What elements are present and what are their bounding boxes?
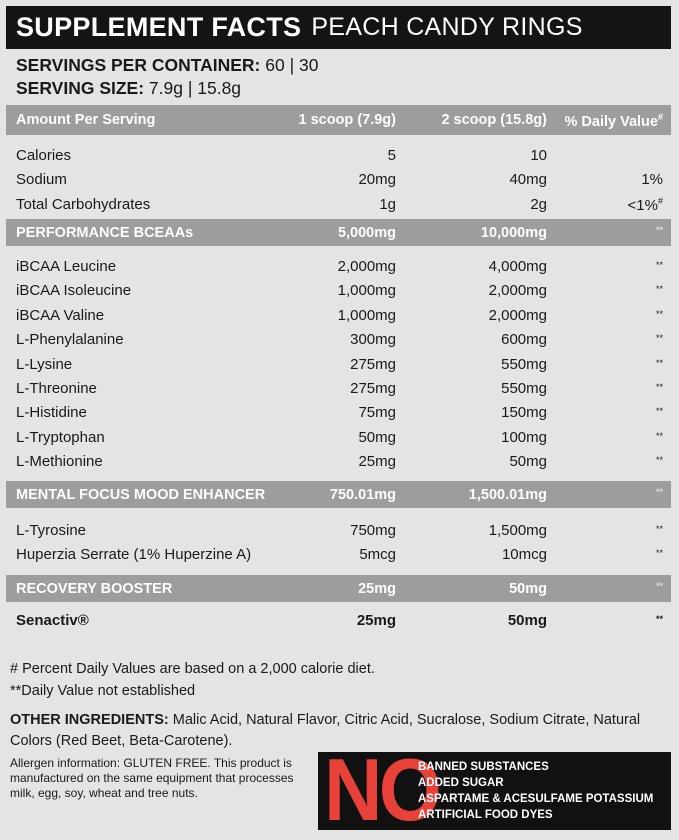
- allergen-info: Allergen information: GLUTEN FREE. This product is manufactured on the same equipment that processes milk, egg, soy, wheat and tree nuts.: [10, 756, 294, 800]
- header-two-scoop: 2 scoop (15.8g): [441, 112, 547, 128]
- no-badge-list: [418, 759, 653, 823]
- table-row: [6, 193, 671, 217]
- daily-value: [628, 196, 663, 214]
- two-scoop-amount: 10: [530, 147, 547, 164]
- two-scoop-amount: 2,000mg: [488, 282, 547, 299]
- title-flavor: PEACH CANDY RINGS: [311, 13, 583, 41]
- nutrient-name: L-Histidine: [16, 404, 87, 421]
- daily-value-text: **: [655, 614, 663, 624]
- section-two-scoop: 10,000mg: [480, 225, 547, 241]
- section-daily-value: [656, 581, 663, 591]
- nutrient-name: L-Tyrosine: [16, 522, 87, 539]
- two-scoop-amount: 50mg: [509, 453, 547, 470]
- two-scoop-amount: 50mg: [507, 612, 547, 629]
- section-name: PERFORMANCE BCEAAs: [16, 225, 194, 241]
- daily-value-text: **: [655, 524, 663, 534]
- serving-size-value: 7.9g | 15.8g: [148, 78, 242, 98]
- daily-value-text: **: [655, 487, 663, 497]
- daily-value-text: **: [655, 333, 663, 343]
- section-one-scoop: 750.01mg: [329, 487, 396, 503]
- two-scoop-amount: 40mg: [509, 171, 547, 188]
- daily-value: [656, 284, 663, 294]
- one-scoop-amount: 25mg: [356, 612, 396, 629]
- daily-value-text: **: [655, 382, 663, 392]
- section-two-scoop: 1,500.01mg: [468, 487, 547, 503]
- nutrient-name: Total Carbohydrates: [16, 196, 151, 213]
- one-scoop-amount: 75mg: [358, 404, 396, 421]
- nutrient-name: Calories: [16, 147, 72, 164]
- nutrient-name: iBCAA Leucine: [16, 258, 117, 275]
- daily-value: [656, 382, 663, 392]
- section-header: [6, 219, 671, 246]
- other-ingredients-text: Malic Acid, Natural Flavor, Citric Acid, Sucralose, Sodium Citrate, Natural Colors (Red Beet, Beta-Carotene).: [10, 712, 641, 749]
- daily-value: [641, 171, 663, 188]
- nutrient-name: Senactiv®: [16, 612, 89, 629]
- daily-value: [656, 431, 663, 441]
- daily-value-text: **: [655, 406, 663, 416]
- section-header: [6, 481, 671, 508]
- two-scoop-amount: 600mg: [501, 331, 547, 348]
- one-scoop-amount: 2,000mg: [337, 258, 396, 275]
- daily-value-text: 1%: [641, 171, 663, 188]
- one-scoop-amount: 1,000mg: [337, 282, 396, 299]
- two-scoop-amount: 2,000mg: [488, 307, 547, 324]
- nutrient-name: iBCAA Isoleucine: [16, 282, 132, 299]
- one-scoop-amount: 275mg: [350, 356, 396, 373]
- daily-value-text: **: [655, 225, 663, 235]
- daily-value: [656, 333, 663, 343]
- daily-value: [656, 309, 663, 319]
- daily-value: [656, 548, 663, 558]
- daily-value-text: **: [655, 548, 663, 558]
- daily-value-text: **: [655, 260, 663, 270]
- one-scoop-amount: 750mg: [350, 522, 396, 539]
- daily-value: [656, 358, 663, 368]
- daily-value: [656, 455, 663, 465]
- nutrient-name: iBCAA Valine: [16, 307, 105, 324]
- one-scoop-amount: 1,000mg: [337, 307, 396, 324]
- nutrient-name: Huperzia Serrate (1% Huperzine A): [16, 546, 252, 563]
- table-row: [6, 304, 671, 328]
- daily-value: [656, 260, 663, 270]
- one-scoop-amount: 50mg: [358, 429, 396, 446]
- daily-value-text: **: [655, 455, 663, 465]
- daily-value: [656, 406, 663, 416]
- no-badge-item: ARTIFICIAL FOOD DYES: [418, 809, 553, 821]
- one-scoop-amount: 20mg: [358, 171, 396, 188]
- nutrient-name: L-Methionine: [16, 453, 103, 470]
- section-daily-value: [656, 225, 663, 235]
- title-bar: [6, 6, 671, 49]
- one-scoop-amount: 5: [387, 147, 396, 164]
- section-two-scoop: 50mg: [509, 581, 547, 597]
- one-scoop-amount: 1g: [379, 196, 396, 213]
- section-daily-value: [656, 487, 663, 497]
- one-scoop-amount: 25mg: [358, 453, 396, 470]
- no-badge-item: BANNED SUBSTANCES: [418, 761, 549, 773]
- daily-value-text: **: [655, 358, 663, 368]
- other-ingredients-label: OTHER INGREDIENTS:: [10, 712, 169, 728]
- one-scoop-amount: 5mcg: [359, 546, 396, 563]
- daily-value: [656, 524, 663, 534]
- nutrient-name: Sodium: [16, 171, 67, 188]
- two-scoop-amount: 550mg: [501, 356, 547, 373]
- table-row: [6, 609, 671, 633]
- nutrient-name: L-Tryptophan: [16, 429, 105, 446]
- two-scoop-amount: 10mcg: [501, 546, 547, 563]
- two-scoop-amount: 1,500mg: [488, 522, 547, 539]
- one-scoop-amount: 275mg: [350, 380, 396, 397]
- section-one-scoop: 25mg: [358, 581, 396, 597]
- two-scoop-amount: 150mg: [501, 404, 547, 421]
- table-row: [6, 450, 671, 474]
- header-daily-value-mark: #: [657, 112, 663, 122]
- table-row: [6, 426, 671, 450]
- table-row: [6, 519, 671, 543]
- daily-value-text: <1%: [627, 197, 658, 214]
- section-name: MENTAL FOCUS MOOD ENHANCER: [16, 487, 266, 503]
- table-row: [6, 255, 671, 279]
- no-badge-item: ASPARTAME & ACESULFAME POTASSIUM: [418, 793, 654, 805]
- header-one-scoop: 1 scoop (7.9g): [298, 112, 396, 128]
- footnote-percent: # Percent Daily Values are based on a 2,000 calorie diet.: [10, 661, 375, 677]
- section-name: RECOVERY BOOSTER: [16, 581, 173, 597]
- table-row: [6, 543, 671, 567]
- header-daily-value-text: % Daily Value: [564, 113, 658, 130]
- no-badge-item: ADDED SUGAR: [418, 777, 504, 789]
- table-row: [6, 144, 671, 168]
- nutrient-name: L-Phenylalanine: [16, 331, 124, 348]
- table-header: [6, 105, 671, 135]
- table-row: [6, 377, 671, 401]
- daily-value-text: **: [655, 309, 663, 319]
- daily-value: [656, 614, 663, 624]
- servings-container-label: SERVINGS PER CONTAINER:: [16, 55, 261, 75]
- header-amount: Amount Per Serving: [16, 112, 156, 128]
- nutrient-name: L-Threonine: [16, 380, 97, 397]
- two-scoop-amount: 550mg: [501, 380, 547, 397]
- daily-value-mark: #: [657, 196, 663, 206]
- table-row: [6, 168, 671, 192]
- serving-size: [16, 78, 241, 99]
- no-badge-text: NO: [324, 740, 439, 839]
- header-daily-value: [564, 112, 663, 130]
- footnote-not-established: **Daily Value not established: [10, 683, 196, 699]
- daily-value-text: **: [655, 431, 663, 441]
- section-one-scoop: 5,000mg: [337, 225, 396, 241]
- servings-container-value: 60 | 30: [265, 55, 319, 75]
- daily-value-text: **: [655, 284, 663, 294]
- table-row: [6, 279, 671, 303]
- table-row: [6, 401, 671, 425]
- daily-value-text: **: [655, 581, 663, 591]
- table-row: [6, 353, 671, 377]
- title-bold: SUPPLEMENT FACTS: [16, 12, 302, 42]
- one-scoop-amount: 300mg: [350, 331, 396, 348]
- two-scoop-amount: 4,000mg: [488, 258, 547, 275]
- two-scoop-amount: 2g: [530, 196, 547, 213]
- servings-per-container: [16, 55, 318, 76]
- nutrient-name: L-Lysine: [16, 356, 73, 373]
- section-header: [6, 575, 671, 602]
- serving-size-label: SERVING SIZE:: [16, 78, 145, 98]
- two-scoop-amount: 100mg: [501, 429, 547, 446]
- table-row: [6, 328, 671, 352]
